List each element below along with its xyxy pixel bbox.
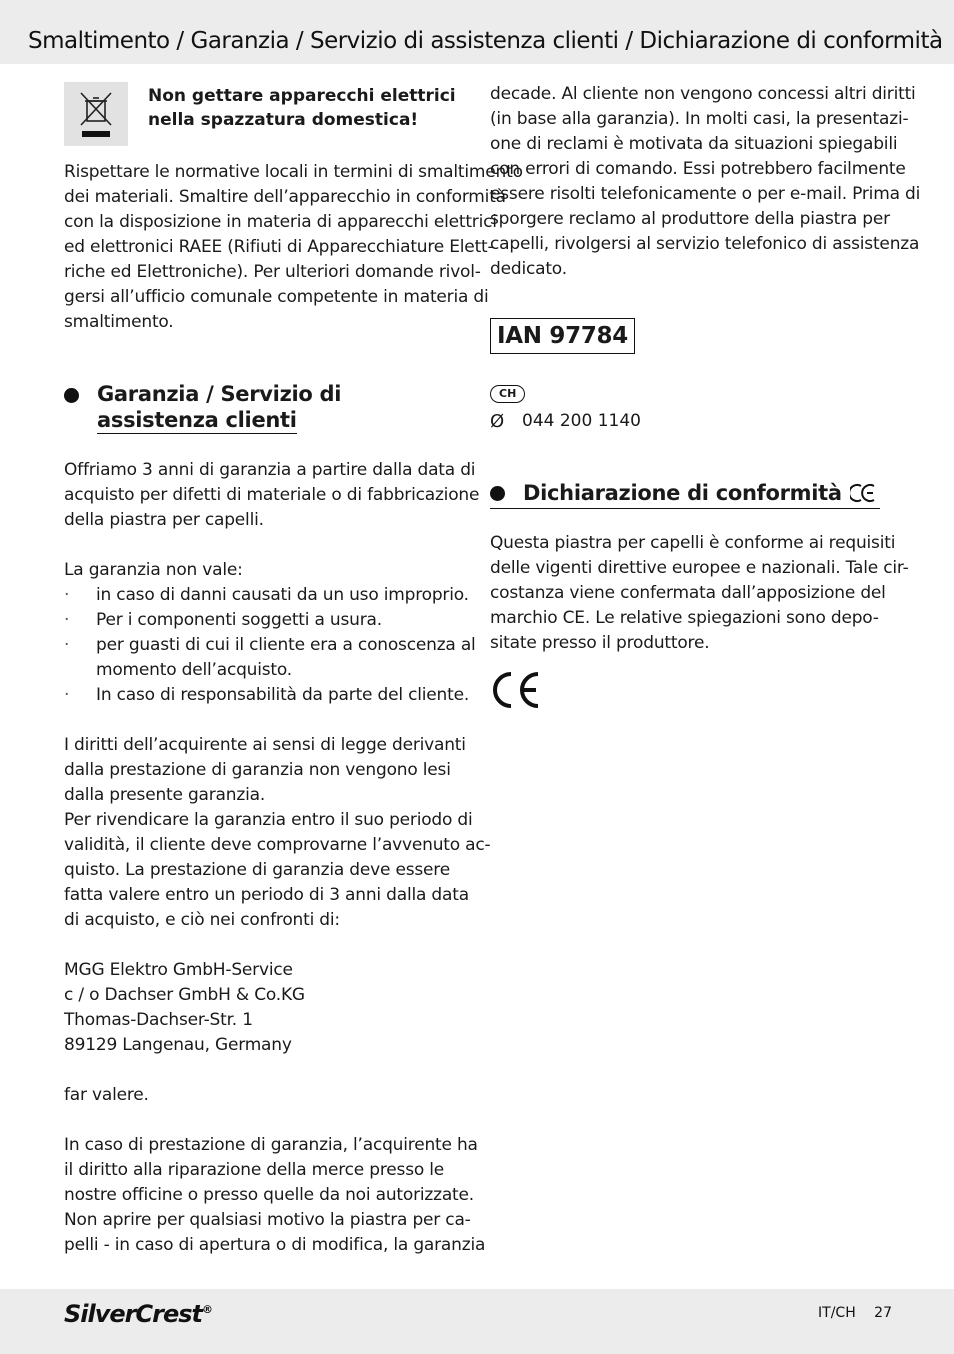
text-line: I diritti dell’acquirente ai sensi di legge derivanti	[64, 735, 466, 755]
rights-paragraph	[64, 733, 491, 933]
text-line: con errori di comando. Essi potrebbero facilmente	[490, 159, 906, 179]
list-item: · In caso di responsabilità da parte del cliente.	[64, 683, 466, 708]
text-line: acquisto per difetti di materiale o di fabbricazione	[64, 485, 480, 505]
list-item: · per guasti di cui il cliente era a conoscenza al	[64, 633, 466, 658]
text-line: Per rivendicare la garanzia entro il suo periodo di	[64, 810, 473, 830]
disposal-warning-text	[148, 82, 456, 132]
ce-mark-icon	[490, 670, 542, 710]
phone-number: 044 200 1140	[522, 411, 641, 431]
list-item-text: In caso di responsabilità da parte del cliente.	[96, 685, 470, 705]
text-line: Non aprire per qualsiasi motivo la piastra per ca-	[64, 1210, 471, 1230]
brand-logo	[64, 1300, 212, 1328]
list-item-text: Per i componenti soggetti a usura.	[96, 610, 382, 630]
bullet-icon	[64, 388, 79, 403]
text-line: Rispettare le normative locali in termini di smaltimento	[64, 162, 523, 182]
text-line: Offriamo 3 anni di garanzia a partire dalla data di	[64, 460, 476, 480]
disposal-paragraph	[64, 160, 523, 335]
brand-name: SilverCrest	[64, 1300, 202, 1328]
page-number: 27	[874, 1305, 892, 1321]
trademark-sign: ®	[201, 1303, 212, 1316]
text-line: il diritto alla riparazione della merce presso le	[64, 1160, 445, 1180]
address-line: MGG Elektro GmbH-Service	[64, 960, 293, 980]
text-line: dei materiali. Smaltire dell’apparecchio in conformità	[64, 187, 506, 207]
list-item-text: momento dell’acquisto.	[96, 660, 293, 680]
warning-line: Non gettare apparecchi elettrici	[148, 86, 456, 106]
warranty-continued	[490, 82, 921, 282]
not-valid-label: La garanzia non vale:	[64, 560, 243, 580]
list-item-text: per guasti di cui il cliente era a conoscenza al	[96, 635, 476, 655]
text-line: Questa piastra per capelli è conforme ai requisiti	[490, 533, 896, 553]
heading-line: assistenza clienti	[97, 408, 297, 432]
address-line: 89129 Langenau, Germany	[64, 1035, 292, 1055]
text-line: capelli, rivolgersi al servizio telefonico di assistenza	[490, 234, 920, 254]
text-line: fatta valere entro un periodo di 3 anni dalla data	[64, 885, 469, 905]
ian-number: IAN 97784	[490, 318, 635, 354]
address-line: Thomas-Dachser-Str. 1	[64, 1010, 253, 1030]
locale-label: IT/CH	[818, 1305, 856, 1321]
text-line: decade. Al cliente non vengono concessi altri diritti	[490, 84, 916, 104]
text-line: dalla presente garanzia.	[64, 785, 266, 805]
text-line: sporgere reclamo al produttore della piastra per	[490, 209, 890, 229]
heading-line: Garanzia / Servizio di	[97, 382, 342, 406]
phone-icon: Ø	[490, 411, 505, 432]
hotline	[490, 409, 890, 434]
conformity-paragraph	[490, 531, 909, 656]
text-line: ed elettronici RAEE (Rifiuti di Apparecchiature Elett-	[64, 237, 494, 257]
text-line: essere risolti telefonicamente o per e-mail. Prima di	[490, 184, 921, 204]
service-address	[64, 958, 466, 1058]
warning-line: nella spazzatura domestica!	[148, 110, 419, 130]
text-line: delle vigenti direttive europee e nazionali. Tale cir-	[490, 558, 909, 578]
text-line: dalla prestazione di garanzia non vengono lesi	[64, 760, 451, 780]
text-line: validità, il cliente deve comprovarne l’avvenuto ac-	[64, 835, 491, 855]
crossed-bin-icon	[64, 82, 128, 146]
text-line: gersi all’ufficio comunale competente in materia di	[64, 287, 489, 307]
list-item-text: in caso di danni causati da un uso improprio.	[96, 585, 469, 605]
text-line: riche ed Elettroniche). Per ulteriori domande rivol-	[64, 262, 481, 282]
text-line: (in base alla garanzia). In molti casi, la presentazi-	[490, 109, 909, 129]
page-title: Smaltimento / Garanzia / Servizio di assistenza clienti / Dichiarazione di conformità	[28, 28, 943, 54]
text-line: far valere.	[64, 1085, 149, 1105]
not-valid-list	[64, 583, 476, 708]
repair-paragraph	[64, 1133, 486, 1258]
text-line: della piastra per capelli.	[64, 510, 264, 530]
text-line: con la disposizione in materia di apparecchi elettrici	[64, 212, 497, 232]
list-item: · in caso di danni causati da un uso improprio.	[64, 583, 466, 608]
text-line: In caso di prestazione di garanzia, l’acquirente ha	[64, 1135, 478, 1155]
country-badge: CH	[490, 385, 525, 403]
ce-mark-icon	[850, 483, 876, 503]
warranty-heading	[64, 381, 466, 434]
text-line: dedicato.	[490, 259, 567, 279]
list-item: · Per i componenti soggetti a usura.	[64, 608, 466, 633]
page-footer-info	[818, 1305, 892, 1321]
text-line: quisto. La prestazione di garanzia deve essere	[64, 860, 450, 880]
text-line: smaltimento.	[64, 312, 174, 332]
text-line: di acquisto, e ciò nei confronti di:	[64, 910, 340, 930]
text-line: pelli - in caso di apertura o di modifica, la garanzia	[64, 1235, 486, 1255]
disposal-warning	[64, 82, 466, 148]
text-line: costanza viene confermata dall’apposizione del	[490, 583, 886, 603]
warranty-intro	[64, 458, 480, 533]
address-line: c / o Dachser GmbH & Co.KG	[64, 985, 305, 1005]
text-line: sitate presso il produttore.	[490, 633, 710, 653]
list-item	[64, 658, 466, 683]
left-column	[64, 82, 523, 1258]
bullet-icon	[490, 486, 505, 501]
text-line: marchio CE. Le relative spiegazioni sono depo-	[490, 608, 879, 628]
conformity-heading	[490, 480, 880, 509]
text-line: nostre officine o presso quelle da noi autorizzate.	[64, 1185, 474, 1205]
right-column	[490, 82, 921, 714]
text-line: one di reclami è motivata da situazioni spiegabili	[490, 134, 898, 154]
conformity-heading-text: Dichiarazione di conformità	[523, 481, 842, 505]
